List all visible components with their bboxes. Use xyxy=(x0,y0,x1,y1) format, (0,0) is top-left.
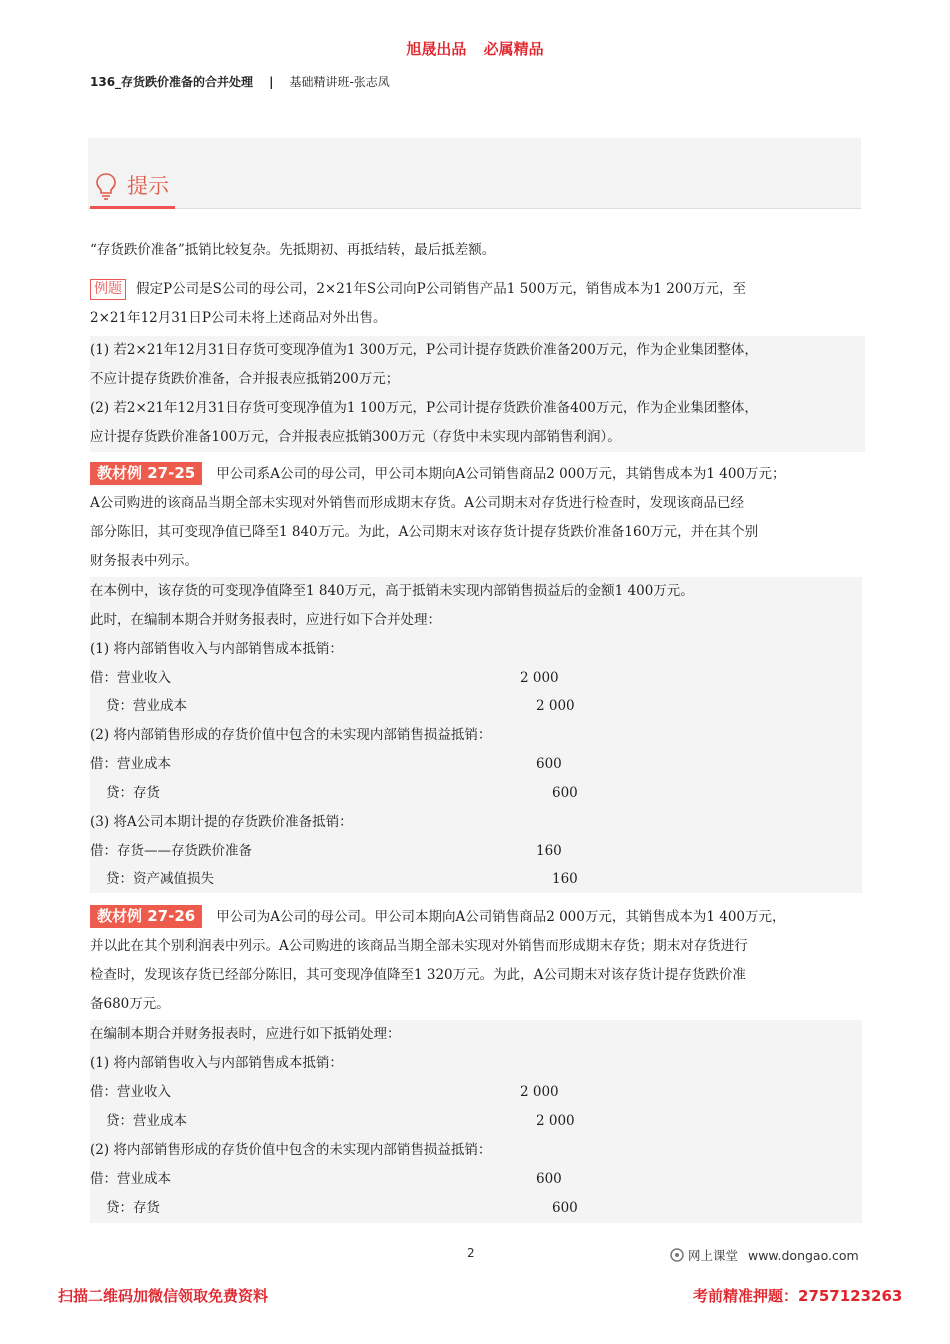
footer-brand xyxy=(670,1246,859,1264)
case2-step2-credit xyxy=(90,1194,862,1223)
answer-item-2-line-2: 应计提存货跌价准备100万元，合并报表应抵销300万元（存货中未实现内部销售利润）。 xyxy=(90,429,621,445)
case1-step2-debit xyxy=(90,750,862,779)
answer-item-1-line-2: 不应计提存货跌价准备，合并报表应抵销200万元； xyxy=(90,371,400,387)
case2-step-1: (1) 将内部销售收入与内部销售成本抵销： xyxy=(90,1055,343,1071)
case2-tag: 教材例 27-26 xyxy=(90,905,202,928)
example-tag: 例题 xyxy=(90,279,126,300)
case2-line-2: 并以此在其个别利润表中列示。A公司购进的该商品当期全部未实现对外销售而形成期末存货；期末对存货进行 xyxy=(90,938,748,954)
chapter-title: 136_存货跌价准备的合并处理 xyxy=(90,75,254,89)
tip-text: “存货跌价准备”抵销比较复杂。先抵期初、再抵结转，最后抵差额。 xyxy=(90,242,496,258)
case1-step1-credit xyxy=(90,692,862,721)
case2-step1-debit xyxy=(90,1078,862,1107)
case2-text-1: 甲公司为A公司的母公司。甲公司本期向A公司销售商品2 000万元，其销售成本为1 400万元， xyxy=(216,909,786,925)
entry-label: 借：存货——存货跌价准备 xyxy=(90,843,252,859)
answer-item-1-line-1: (1) 若2×21年12月31日存货可变现净值为1 300万元，P公司计提存货跌价准备200万元，作为企业集团整体， xyxy=(90,342,758,358)
promo-right: 考前精准押题：2757123263 xyxy=(693,1287,903,1305)
entry-label: 借：营业收入 xyxy=(90,1084,171,1100)
case1-step3-credit xyxy=(90,865,862,894)
entry-amount: 2 000 xyxy=(536,1113,575,1129)
entry-label: 贷：营业成本 xyxy=(106,698,187,714)
entry-amount: 160 xyxy=(536,843,562,859)
course-line xyxy=(90,73,390,90)
case2-line-4: 备680万元。 xyxy=(90,996,170,1012)
entry-amount: 600 xyxy=(552,1200,578,1216)
entry-amount: 600 xyxy=(536,1171,562,1187)
tip-title: 提示 xyxy=(127,174,169,198)
entry-label: 贷：存货 xyxy=(106,1200,160,1216)
brand-name: 网上课堂 xyxy=(687,1248,738,1263)
case1-step2-credit xyxy=(90,779,862,808)
tip-header-box xyxy=(88,138,861,209)
case2-step1-credit xyxy=(90,1107,862,1136)
dongao-logo-icon xyxy=(670,1248,684,1262)
answer-item-2-line-1: (2) 若2×21年12月31日存货可变现净值为1 100万元，P公司计提存货跌价准备400万元，作为企业集团整体， xyxy=(90,400,758,416)
separator: | xyxy=(269,75,274,89)
example-answer xyxy=(90,336,865,452)
entry-label: 贷：营业成本 xyxy=(106,1113,187,1129)
brand-right: 必属精品 xyxy=(483,40,544,58)
lightbulb-icon xyxy=(94,172,118,200)
case1-line-1 xyxy=(90,460,865,489)
example-line-2: 2×21年12月31日P公司未将上述商品对外出售。 xyxy=(90,310,387,326)
entry-amount: 2 000 xyxy=(520,670,559,686)
case1-line-3: 部分陈旧，其可变现净值已降至1 840万元。为此，A公司期末对该存货计提存货跌价准备160万元，并在其个别 xyxy=(90,524,759,540)
entry-label: 借：营业成本 xyxy=(90,756,171,772)
tip-heading xyxy=(90,170,175,209)
case2-answer-line-1: 在编制本期合并财务报表时，应进行如下抵销处理： xyxy=(90,1026,401,1042)
case1-tag: 教材例 27-25 xyxy=(90,462,202,485)
case2-step-2: (2) 将内部销售形成的存货价值中包含的未实现内部销售损益抵销： xyxy=(90,1142,492,1158)
course-name: 基础精讲班-张志凤 xyxy=(289,75,390,89)
entry-amount: 600 xyxy=(536,756,562,772)
case1-step3-debit xyxy=(90,837,862,866)
entry-amount: 600 xyxy=(552,785,578,801)
entry-label: 贷：存货 xyxy=(106,785,160,801)
case2-question xyxy=(90,903,865,1019)
example-line-1 xyxy=(90,275,865,304)
site-url: www.dongao.com xyxy=(747,1248,859,1263)
entry-label: 贷：资产减值损失 xyxy=(106,871,214,887)
case1-answer-line-1: 在本例中，该存货的可变现净值降至1 840万元，高于抵销未实现内部销售损益后的金额1 400万元。 xyxy=(90,583,694,599)
case1-step1-debit xyxy=(90,664,862,693)
case1-text-1: 甲公司系A公司的母公司，甲公司本期向A公司销售商品2 000万元，其销售成本为1 400万元； xyxy=(216,466,786,482)
promo-left: 扫描二维码加微信领取免费资料 xyxy=(58,1287,269,1305)
example-text-1: 假定P公司是S公司的母公司，2×21年S公司向P公司销售产品1 500万元，销售成本为1 200万元，至 xyxy=(136,281,747,297)
page-number: 2 xyxy=(467,1246,475,1260)
case2-line-3: 检查时，发现该存货已经部分陈旧，其可变现净值降至1 320万元。为此，A公司期末对该存货计提存货跌价准 xyxy=(90,967,746,983)
entry-amount: 2 000 xyxy=(536,698,575,714)
case2-line-1 xyxy=(90,903,865,932)
case1-step-3: (3) 将A公司本期计提的存货跌价准备抵销： xyxy=(90,814,353,830)
case1-line-2: A公司购进的该商品当期全部未实现对外销售而形成期末存货。A公司期末对存货进行检查时，发现该商品已经 xyxy=(90,495,744,511)
case1-step-2: (2) 将内部销售形成的存货价值中包含的未实现内部销售损益抵销： xyxy=(90,727,492,743)
entry-label: 借：营业收入 xyxy=(90,670,171,686)
entry-amount: 2 000 xyxy=(520,1084,559,1100)
entry-amount: 160 xyxy=(552,871,578,887)
case2-step2-debit xyxy=(90,1165,862,1194)
case1-line-4: 财务报表中列示。 xyxy=(90,553,198,569)
case1-question xyxy=(90,460,865,576)
case1-answer-line-2: 此时，在编制本期合并财务报表时，应进行如下合并处理： xyxy=(90,612,441,628)
entry-label: 借：营业成本 xyxy=(90,1171,171,1187)
case1-step-1: (1) 将内部销售收入与内部销售成本抵销： xyxy=(90,641,343,657)
brand-slogan xyxy=(0,38,950,59)
brand-left: 旭晟出品 xyxy=(406,40,467,58)
